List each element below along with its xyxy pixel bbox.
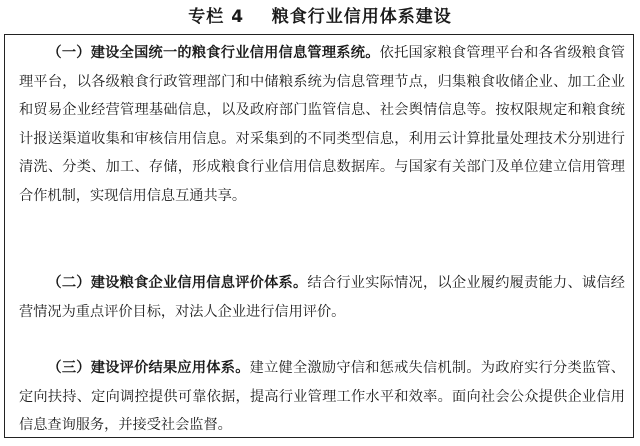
section-2	[19, 269, 625, 326]
section-1-body: 依托国家粮食管理平台和各省级粮食管理平台，以各级粮食行政管理部门和中储粮系统为信息管理节点，归集粮食收储企业、加工企业和贸易企业经营管理基础信息，以及政府部门监管信息、社会舆情信息等。按权限规定和粮食统计报送渠道收集和审核信用信息。对采集到的不同类型信息，利用云计算批量处理技术分别进行清洗、分类、加工、存储，形成粮食行业信用信息数据库。与国家有关部门及单位建立信用管理合作机制，实现信用信息互通共享。	[19, 45, 625, 204]
section-2-heading: （二）建设粮食企业信用信息评价体系。	[47, 275, 308, 291]
section-1	[19, 39, 625, 211]
section-3-body: 建立健全激励守信和惩戒失信机制。为政府实行分类监管、定向扶持、定向调控提供可靠依据，提高行业管理工作水平和效率。面向社会公众提供企业信用信息查询服务，并接受社会监督。	[19, 360, 625, 434]
section-3-heading: （三）建设评价结果应用体系。	[47, 360, 250, 376]
section-3	[19, 354, 625, 440]
section-2-body: 结合行业实际情况，以企业履约履责能力、诚信经营情况为重点评价目标，对法人企业进行信用评价。	[19, 275, 625, 320]
column-box	[4, 34, 634, 438]
section-1-heading: （一）建设全国统一的粮食行业信用信息管理系统。	[47, 45, 380, 61]
page-title: 专栏 4 粮食行业信用体系建设	[188, 7, 452, 27]
